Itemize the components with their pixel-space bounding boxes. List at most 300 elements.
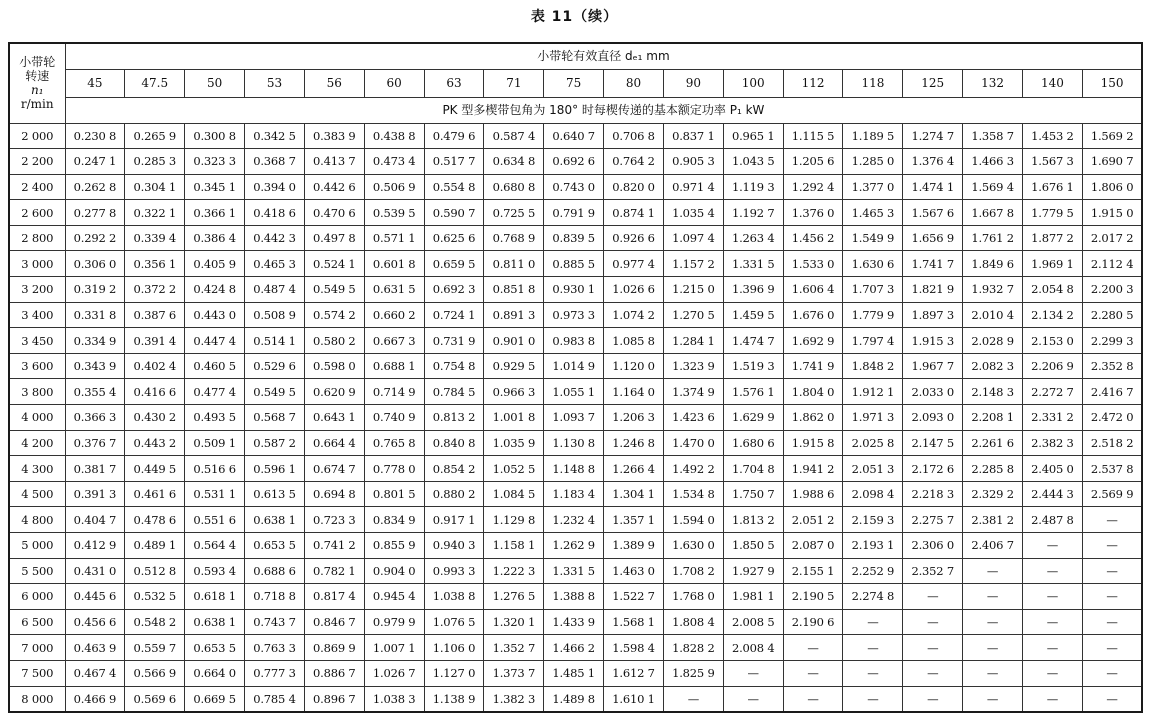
diameter-header-cell: 112 [783, 69, 843, 97]
power-value-cell: 1.266 4 [604, 456, 664, 482]
speed-cell: 5 000 [9, 533, 65, 559]
power-value-cell: 0.479 6 [424, 123, 484, 149]
power-value-cell: 1.533 0 [783, 251, 843, 277]
power-value-cell: 0.587 2 [245, 430, 305, 456]
power-value-cell: 2.159 3 [843, 507, 903, 533]
table-row [9, 302, 1142, 328]
power-value-cell: 2.190 6 [783, 609, 843, 635]
power-value-cell: 0.467 4 [65, 660, 125, 686]
power-value-cell: — [963, 609, 1023, 635]
power-value-cell: 1.927 9 [723, 558, 783, 584]
power-value-cell: 1.704 8 [723, 456, 783, 482]
power-value-cell: 0.372 2 [125, 277, 185, 303]
speed-cell: 2 600 [9, 200, 65, 226]
power-value-cell: — [963, 558, 1023, 584]
power-value-cell: 0.418 6 [245, 200, 305, 226]
power-value-cell: 1.205 6 [783, 149, 843, 175]
power-value-cell: 1.373 7 [484, 660, 544, 686]
table-row [9, 456, 1142, 482]
power-value-cell: 1.534 8 [663, 481, 723, 507]
speed-unit: r/min [20, 97, 54, 112]
power-value-cell: 1.423 6 [663, 405, 723, 431]
power-value-cell: 0.743 0 [544, 174, 604, 200]
speed-cell: 3 000 [9, 251, 65, 277]
power-value-cell: 1.164 0 [604, 379, 664, 405]
power-value-cell: 1.026 7 [364, 660, 424, 686]
power-value-cell: 0.449 5 [125, 456, 185, 482]
power-value-cell: 2.306 0 [903, 533, 963, 559]
diameter-header-cell: 75 [544, 69, 604, 97]
power-value-cell: — [1023, 660, 1083, 686]
power-value-cell: 0.230 8 [65, 123, 125, 149]
power-value-cell: 0.509 1 [185, 430, 245, 456]
speed-cell: 8 000 [9, 686, 65, 712]
power-value-cell: 1.768 0 [663, 584, 723, 610]
power-value-cell: 1.120 0 [604, 353, 664, 379]
table-row [9, 149, 1142, 175]
power-value-cell: 1.043 5 [723, 149, 783, 175]
power-value-cell: 0.564 4 [185, 533, 245, 559]
power-value-cell: 1.630 6 [843, 251, 903, 277]
power-value-cell: 1.130 8 [544, 430, 604, 456]
power-value-cell: 0.664 0 [185, 660, 245, 686]
power-value-cell: 0.763 3 [245, 635, 305, 661]
power-value-cell: 2.275 7 [903, 507, 963, 533]
power-value-cell: 1.825 9 [663, 660, 723, 686]
power-value-cell: 2.285 8 [963, 456, 1023, 482]
power-value-cell: 1.304 1 [604, 481, 664, 507]
power-value-cell: 1.026 6 [604, 277, 664, 303]
speed-cell: 2 000 [9, 123, 65, 149]
power-value-cell: 2.082 3 [963, 353, 1023, 379]
power-value-cell: 1.848 2 [843, 353, 903, 379]
power-value-cell: 0.345 1 [185, 174, 245, 200]
speed-cell: 3 200 [9, 277, 65, 303]
power-value-cell: 1.284 1 [663, 328, 723, 354]
power-value-cell: 0.851 8 [484, 277, 544, 303]
table-row [9, 533, 1142, 559]
table-row [9, 174, 1142, 200]
power-value-cell: 0.566 9 [125, 660, 185, 686]
power-value-cell: 1.932 7 [963, 277, 1023, 303]
power-value-cell: 1.988 6 [783, 481, 843, 507]
power-group-row [9, 97, 1142, 123]
power-value-cell: 0.659 5 [424, 251, 484, 277]
power-value-cell: 0.869 9 [304, 635, 364, 661]
power-value-cell: 2.098 4 [843, 481, 903, 507]
power-value-cell: 0.438 8 [364, 123, 424, 149]
power-value-cell: 1.076 5 [424, 609, 484, 635]
power-value-cell: 1.459 5 [723, 302, 783, 328]
power-value-cell: 1.708 2 [663, 558, 723, 584]
power-value-cell: 0.456 6 [65, 609, 125, 635]
power-value-cell: 1.981 1 [723, 584, 783, 610]
power-value-cell: — [663, 686, 723, 712]
power-value-cell: 0.834 9 [364, 507, 424, 533]
power-value-cell: 0.667 3 [364, 328, 424, 354]
power-value-cell: — [903, 609, 963, 635]
power-value-cell: 1.376 4 [903, 149, 963, 175]
power-value-cell: 0.926 6 [604, 225, 664, 251]
power-value-cell: 0.596 1 [245, 456, 305, 482]
power-value-cell: 0.368 7 [245, 149, 305, 175]
power-value-cell: 1.262 9 [544, 533, 604, 559]
power-value-cell: 1.007 1 [364, 635, 424, 661]
power-value-cell: 1.074 2 [604, 302, 664, 328]
power-value-cell: 2.148 3 [963, 379, 1023, 405]
power-value-cell: 0.791 9 [544, 200, 604, 226]
power-value-cell: 0.322 1 [125, 200, 185, 226]
power-value-cell: 1.474 7 [723, 328, 783, 354]
power-value-cell: 1.157 2 [663, 251, 723, 277]
power-value-cell: — [963, 686, 1023, 712]
power-value-cell: 0.723 3 [304, 507, 364, 533]
power-value-cell: 1.862 0 [783, 405, 843, 431]
power-value-cell: 1.676 1 [1023, 174, 1083, 200]
power-value-cell: — [843, 609, 903, 635]
power-value-cell: 0.688 1 [364, 353, 424, 379]
power-value-cell: 1.270 5 [663, 302, 723, 328]
power-value-cell: 1.189 5 [843, 123, 903, 149]
power-value-cell: 0.447 4 [185, 328, 245, 354]
power-value-cell: 1.038 3 [364, 686, 424, 712]
power-value-cell: 0.768 9 [484, 225, 544, 251]
speed-cell: 3 400 [9, 302, 65, 328]
power-value-cell: 0.262 8 [65, 174, 125, 200]
power-value-cell: 0.813 2 [424, 405, 484, 431]
power-value-cell: 1.115 5 [783, 123, 843, 149]
power-value-cell: 1.967 7 [903, 353, 963, 379]
power-value-cell: — [1082, 584, 1142, 610]
speed-cell: 3 600 [9, 353, 65, 379]
power-value-cell: 0.891 3 [484, 302, 544, 328]
power-value-cell: 1.263 4 [723, 225, 783, 251]
power-value-cell: 0.929 5 [484, 353, 544, 379]
power-value-cell: 1.567 6 [903, 200, 963, 226]
power-value-cell: 0.549 5 [245, 379, 305, 405]
power-value-cell: 0.551 6 [185, 507, 245, 533]
power-value-cell: 0.387 6 [125, 302, 185, 328]
power-value-cell: 1.741 7 [903, 251, 963, 277]
power-value-cell: 0.905 3 [663, 149, 723, 175]
power-value-cell: 1.331 5 [723, 251, 783, 277]
power-value-cell: 1.453 2 [1023, 123, 1083, 149]
power-value-cell: — [1023, 635, 1083, 661]
power-value-cell: 2.051 3 [843, 456, 903, 482]
power-value-cell: 1.821 9 [903, 277, 963, 303]
diameter-header-cell: 140 [1023, 69, 1083, 97]
power-value-cell: 1.129 8 [484, 507, 544, 533]
power-value-cell: 1.222 3 [484, 558, 544, 584]
power-value-cell: 0.247 1 [65, 149, 125, 175]
power-value-cell: — [1082, 533, 1142, 559]
power-value-cell: 0.854 2 [424, 456, 484, 482]
power-value-cell: 0.886 7 [304, 660, 364, 686]
power-value-cell: 1.576 1 [723, 379, 783, 405]
power-value-cell: — [903, 660, 963, 686]
power-value-cell: 1.806 0 [1082, 174, 1142, 200]
speed-cell: 4 000 [9, 405, 65, 431]
power-value-cell: 2.153 0 [1023, 328, 1083, 354]
power-value-cell: 0.386 4 [185, 225, 245, 251]
speed-cell: 7 500 [9, 660, 65, 686]
table-body [9, 123, 1142, 712]
power-value-cell: 0.901 0 [484, 328, 544, 354]
power-value-cell: — [1082, 635, 1142, 661]
power-value-cell: 0.590 7 [424, 200, 484, 226]
speed-cell: 6 000 [9, 584, 65, 610]
power-value-cell: 0.966 3 [484, 379, 544, 405]
power-value-cell: 0.731 9 [424, 328, 484, 354]
power-value-cell: 1.569 4 [963, 174, 1023, 200]
power-value-cell: 2.200 3 [1082, 277, 1142, 303]
power-value-cell: 2.252 9 [843, 558, 903, 584]
power-value-cell: 2.352 7 [903, 558, 963, 584]
power-value-cell: 0.598 0 [304, 353, 364, 379]
power-value-cell: 0.442 3 [245, 225, 305, 251]
power-value-cell: 2.261 6 [963, 430, 1023, 456]
power-value-cell: 0.904 0 [364, 558, 424, 584]
power-value-cell: 1.676 0 [783, 302, 843, 328]
power-value-cell: 2.112 4 [1082, 251, 1142, 277]
diameter-header-cell: 47.5 [125, 69, 185, 97]
power-value-cell: 0.688 6 [245, 558, 305, 584]
power-value-cell: 1.549 9 [843, 225, 903, 251]
power-value-cell: 0.979 9 [364, 609, 424, 635]
power-value-cell: 0.896 7 [304, 686, 364, 712]
power-value-cell: 0.442 6 [304, 174, 364, 200]
power-value-cell: 0.653 5 [245, 533, 305, 559]
power-value-cell: — [783, 635, 843, 661]
speed-cell: 3 450 [9, 328, 65, 354]
power-value-cell: — [963, 660, 1023, 686]
diameter-header-cell: 132 [963, 69, 1023, 97]
power-value-cell: 1.692 9 [783, 328, 843, 354]
power-value-cell: 0.529 6 [245, 353, 305, 379]
power-value-cell: 1.127 0 [424, 660, 484, 686]
power-value-cell: 1.567 3 [1023, 149, 1083, 175]
power-value-cell: — [963, 584, 1023, 610]
power-value-cell: 0.801 5 [364, 481, 424, 507]
power-value-cell: 0.743 7 [245, 609, 305, 635]
power-value-cell: 0.402 4 [125, 353, 185, 379]
power-value-cell: 0.694 8 [304, 481, 364, 507]
power-value-cell: 0.404 7 [65, 507, 125, 533]
power-value-cell: 0.692 3 [424, 277, 484, 303]
power-value-cell: 0.874 1 [604, 200, 664, 226]
power-value-cell: 0.493 5 [185, 405, 245, 431]
power-value-cell: 0.840 8 [424, 430, 484, 456]
power-value-cell: 0.945 4 [364, 584, 424, 610]
power-value-cell: 0.343 9 [65, 353, 125, 379]
table-row [9, 353, 1142, 379]
power-value-cell: 1.192 7 [723, 200, 783, 226]
power-value-cell: — [903, 584, 963, 610]
power-value-cell: 0.304 1 [125, 174, 185, 200]
diameter-header-cell: 63 [424, 69, 484, 97]
power-value-cell: 0.342 5 [245, 123, 305, 149]
table-row [9, 123, 1142, 149]
power-value-cell: 0.880 2 [424, 481, 484, 507]
power-value-cell: 2.382 3 [1023, 430, 1083, 456]
power-value-cell: 0.383 9 [304, 123, 364, 149]
table-row [9, 481, 1142, 507]
power-group-header: PK 型多楔带包角为 180° 时每楔传递的基本额定功率 P₁ kW [65, 97, 1142, 123]
power-value-cell: 1.828 2 [663, 635, 723, 661]
power-value-cell: 0.977 4 [604, 251, 664, 277]
power-value-cell: 0.820 0 [604, 174, 664, 200]
power-value-cell: 0.391 3 [65, 481, 125, 507]
power-value-cell: 0.593 4 [185, 558, 245, 584]
diameter-header-cell: 90 [663, 69, 723, 97]
table-row [9, 251, 1142, 277]
power-value-cell: 0.782 1 [304, 558, 364, 584]
power-value-cell: 2.033 0 [903, 379, 963, 405]
power-value-cell: 0.785 4 [245, 686, 305, 712]
power-value-cell: 1.388 8 [544, 584, 604, 610]
power-value-cell: 1.629 9 [723, 405, 783, 431]
power-value-cell: 0.292 2 [65, 225, 125, 251]
power-value-cell: 1.568 1 [604, 609, 664, 635]
diameter-header-cell: 80 [604, 69, 664, 97]
power-value-cell: 1.466 3 [963, 149, 1023, 175]
power-value-cell: 1.148 8 [544, 456, 604, 482]
power-value-cell: 1.680 6 [723, 430, 783, 456]
power-value-cell: 0.366 3 [65, 405, 125, 431]
power-value-cell: 1.606 4 [783, 277, 843, 303]
speed-cell: 3 800 [9, 379, 65, 405]
power-value-cell: 0.473 4 [364, 149, 424, 175]
power-value-cell: 2.444 3 [1023, 481, 1083, 507]
diameter-header-row [9, 69, 1142, 97]
power-value-cell: 0.512 8 [125, 558, 185, 584]
power-value-cell: — [903, 686, 963, 712]
power-value-cell: 0.638 1 [185, 609, 245, 635]
power-value-cell: 2.008 4 [723, 635, 783, 661]
power-value-cell: 1.969 1 [1023, 251, 1083, 277]
diameter-header-cell: 125 [903, 69, 963, 97]
power-value-cell: 1.849 6 [963, 251, 1023, 277]
power-value-cell: 0.569 6 [125, 686, 185, 712]
power-value-cell: 1.358 7 [963, 123, 1023, 149]
power-value-cell: 0.930 1 [544, 277, 604, 303]
power-value-cell: 1.374 9 [663, 379, 723, 405]
power-value-cell: 1.470 0 [663, 430, 723, 456]
power-value-cell: 0.638 1 [245, 507, 305, 533]
power-value-cell: 0.554 8 [424, 174, 484, 200]
power-value-cell: 2.280 5 [1082, 302, 1142, 328]
power-value-cell: 1.741 9 [783, 353, 843, 379]
power-value-cell: 0.465 3 [245, 251, 305, 277]
power-value-cell: 2.147 5 [903, 430, 963, 456]
power-value-cell: 0.412 9 [65, 533, 125, 559]
power-value-cell: 0.778 0 [364, 456, 424, 482]
power-value-cell: 0.917 1 [424, 507, 484, 533]
power-value-cell: — [723, 686, 783, 712]
power-value-cell: 1.897 3 [903, 302, 963, 328]
speed-cell: 4 300 [9, 456, 65, 482]
power-value-cell: 0.640 7 [544, 123, 604, 149]
power-value-cell: 2.134 2 [1023, 302, 1083, 328]
power-value-cell: 2.155 1 [783, 558, 843, 584]
power-value-cell: 1.376 0 [783, 200, 843, 226]
power-value-cell: 2.272 7 [1023, 379, 1083, 405]
power-value-cell: 0.714 9 [364, 379, 424, 405]
power-value-cell: 0.680 8 [484, 174, 544, 200]
power-value-cell: 1.035 9 [484, 430, 544, 456]
power-value-cell: 2.472 0 [1082, 405, 1142, 431]
power-value-cell: 1.158 1 [484, 533, 544, 559]
power-value-cell: 1.630 0 [663, 533, 723, 559]
power-value-cell: 0.725 5 [484, 200, 544, 226]
power-value-cell: 0.548 2 [125, 609, 185, 635]
power-value-cell: — [1082, 507, 1142, 533]
diameter-header-cell: 56 [304, 69, 364, 97]
power-value-cell: — [783, 686, 843, 712]
speed-cell: 4 800 [9, 507, 65, 533]
power-value-cell: — [1023, 584, 1083, 610]
power-value-cell: 1.055 1 [544, 379, 604, 405]
power-value-cell: 2.352 8 [1082, 353, 1142, 379]
power-value-cell: 2.051 2 [783, 507, 843, 533]
diameter-group-header: 小带轮有效直径 dₑ₁ mm [65, 43, 1142, 69]
power-value-cell: 0.634 8 [484, 149, 544, 175]
power-value-cell: 2.299 3 [1082, 328, 1142, 354]
power-value-cell: 2.028 9 [963, 328, 1023, 354]
power-value-cell: 0.461 6 [125, 481, 185, 507]
power-value-cell: 1.052 5 [484, 456, 544, 482]
power-value-cell: 2.087 0 [783, 533, 843, 559]
table-row [9, 686, 1142, 712]
power-value-cell: 1.915 0 [1082, 200, 1142, 226]
power-value-cell: 1.804 0 [783, 379, 843, 405]
power-value-cell: 2.569 9 [1082, 481, 1142, 507]
power-value-cell: 1.813 2 [723, 507, 783, 533]
power-value-cell: 0.983 8 [544, 328, 604, 354]
power-value-cell: — [843, 635, 903, 661]
power-value-cell: 0.674 7 [304, 456, 364, 482]
power-value-cell: 0.718 8 [245, 584, 305, 610]
power-value-cell: 1.246 8 [604, 430, 664, 456]
power-value-cell: 1.598 4 [604, 635, 664, 661]
power-value-cell: 0.724 1 [424, 302, 484, 328]
table-row [9, 430, 1142, 456]
power-value-cell: 0.376 7 [65, 430, 125, 456]
power-value-cell: 2.017 2 [1082, 225, 1142, 251]
power-value-cell: 1.106 0 [424, 635, 484, 661]
power-value-cell: — [963, 635, 1023, 661]
power-value-cell: 0.660 2 [364, 302, 424, 328]
power-value-cell: 1.519 3 [723, 353, 783, 379]
power-value-cell: 0.466 9 [65, 686, 125, 712]
power-value-cell: 0.885 5 [544, 251, 604, 277]
table-caption: 表 11（续） [530, 9, 619, 25]
power-value-cell: 1.085 8 [604, 328, 664, 354]
power-value-cell: 0.460 5 [185, 353, 245, 379]
diameter-header-cell: 45 [65, 69, 125, 97]
power-value-cell: 1.877 2 [1023, 225, 1083, 251]
power-value-cell: 1.292 4 [783, 174, 843, 200]
power-value-cell: 1.656 9 [903, 225, 963, 251]
power-value-cell: 2.208 1 [963, 405, 1023, 431]
power-value-cell: 0.965 1 [723, 123, 783, 149]
power-value-cell: 1.912 1 [843, 379, 903, 405]
power-value-cell: 1.465 3 [843, 200, 903, 226]
speed-label-line2: 转速 [25, 69, 50, 84]
power-value-cell: 1.850 5 [723, 533, 783, 559]
power-value-cell: 0.443 0 [185, 302, 245, 328]
power-value-cell: 0.764 2 [604, 149, 664, 175]
